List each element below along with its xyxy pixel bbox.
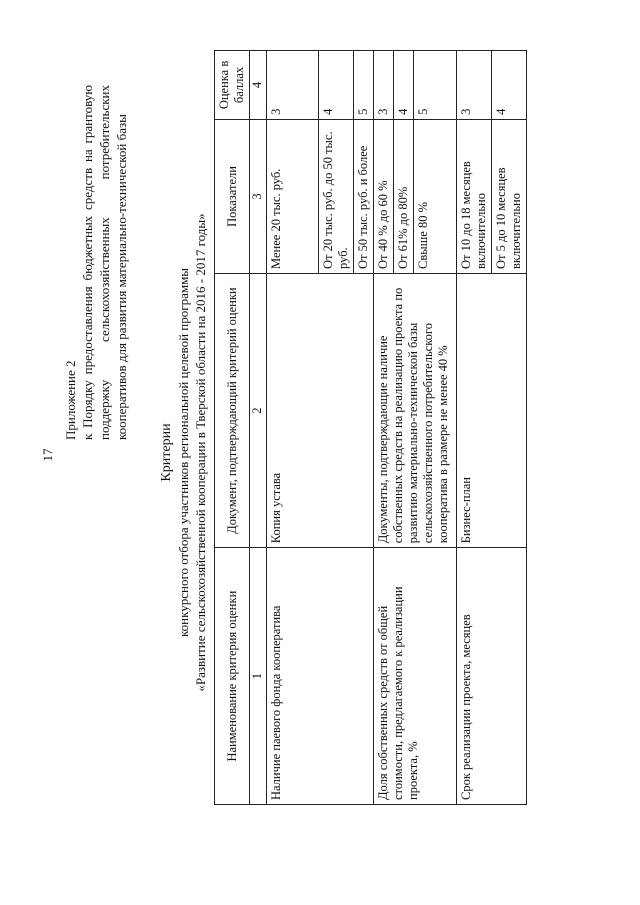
score-cell: 3 xyxy=(457,51,492,120)
table-header-row xyxy=(215,51,250,805)
column-header-indicators: Показатели xyxy=(215,119,250,273)
appendix-title: Приложение 2 xyxy=(63,360,78,440)
criterion-cell: Срок реализации проекта, месяцев xyxy=(457,548,527,805)
table-row xyxy=(457,51,492,805)
criteria-table xyxy=(214,50,527,805)
column-number-row xyxy=(250,51,267,805)
score-cell: 4 xyxy=(492,51,527,120)
column-number: 2 xyxy=(250,273,267,547)
indicator-cell: От 5 до 10 месяцев включительно xyxy=(492,119,527,273)
column-header-criterion: Наименование критерия оценки xyxy=(215,548,250,805)
indicator-cell: От 50 тыс. руб. и более xyxy=(354,119,374,273)
criteria-subtitle-line1: конкурсного отбора участников региональной целевой программы xyxy=(176,267,191,638)
appendix-text: к Порядку предоставления бюджетных средств на грантовую поддержку сельскохозяйственных потребительских кооперативов для развития материально-технической базы xyxy=(80,85,129,440)
column-number: 3 xyxy=(250,119,267,273)
document-cell: Документы, подтверждающие наличие собственных средств на реализацию проекта по развитию материально-технической базы сельскохозяйственного потребительского кооператива в размере не менее 40 % xyxy=(374,273,457,547)
landscape-page xyxy=(40,50,600,855)
indicator-cell: От 40 % до 60 % xyxy=(374,119,394,273)
table-row xyxy=(267,51,319,805)
indicator-cell: От 10 до 18 месяцев включительно xyxy=(457,119,492,273)
score-cell: 3 xyxy=(374,51,394,120)
criterion-cell: Наличие паевого фонда кооператива xyxy=(267,548,374,805)
table-row xyxy=(374,51,394,805)
page-number: 17 xyxy=(40,448,55,462)
column-number: 4 xyxy=(250,51,267,120)
criteria-header xyxy=(158,50,209,855)
document-cell: Бизнес-план xyxy=(457,273,527,547)
document-cell: Копия устава xyxy=(267,273,374,547)
score-cell: 5 xyxy=(354,51,374,120)
indicator-cell: От 61% до 80% xyxy=(394,119,414,273)
criteria-heading: Критерии xyxy=(159,423,174,482)
indicator-cell: Менее 20 тыс. руб. xyxy=(267,119,319,273)
criterion-cell: Доля собственных средств от общей стоимости, предлагаемого к реализации проекта, % xyxy=(374,548,457,805)
indicator-cell: От 20 тыс. руб. до 50 тыс. руб. xyxy=(319,119,354,273)
score-cell: 4 xyxy=(319,51,354,120)
indicator-cell: Свыше 80 % xyxy=(414,119,457,273)
column-header-document: Документ, подтверждающий критерий оценки xyxy=(215,273,250,547)
score-cell: 3 xyxy=(267,51,319,120)
column-number: 1 xyxy=(250,548,267,805)
score-cell: 5 xyxy=(414,51,457,120)
score-cell: 4 xyxy=(394,51,414,120)
column-header-score: Оценка в баллах xyxy=(215,51,250,120)
criteria-subtitle-line2: «Развитие сельскохозяйственной кооперации в Тверской области на 2016 - 2017 годы» xyxy=(193,213,208,692)
appendix-block xyxy=(62,85,130,440)
